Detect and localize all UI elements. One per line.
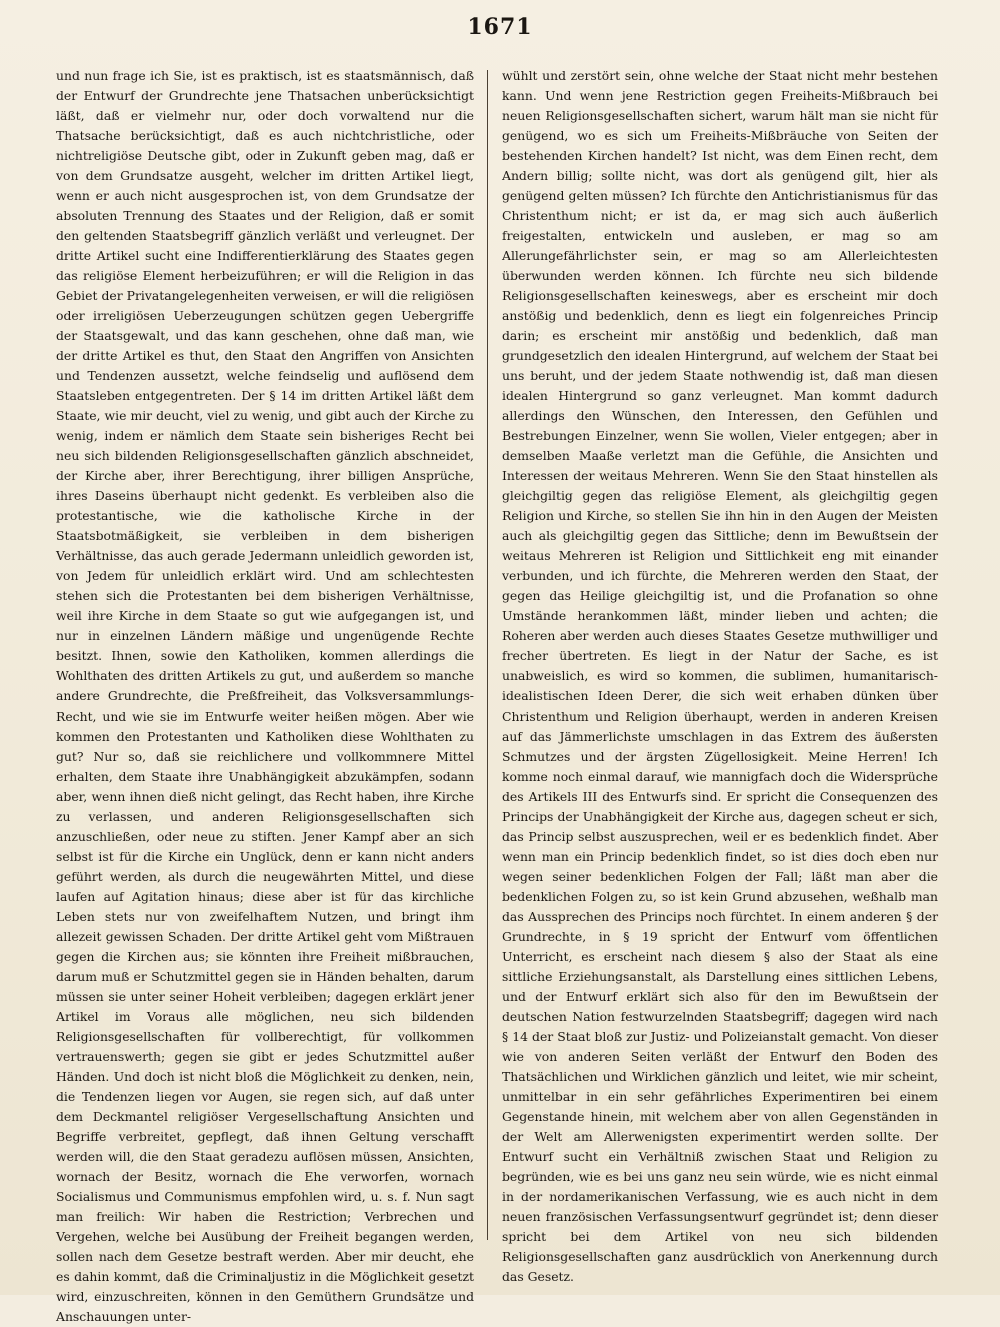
- text-column-right: [502, 66, 938, 1284]
- text-column-left: [56, 66, 474, 1324]
- page-number: 1671: [467, 14, 533, 40]
- column-left-text: und nun frage ich Sie, ist es praktisch, ist es staatsmännisch, daß der Entwurf der Grundrechte jene Thatsachen unberücksichtigt läßt, daß er vielmehr nur, oder doch vorwaltend nur die Thatsache berücksichtigt, daß es auch nichtchristliche, oder nichtreligiöse Deutsche gibt, oder in Zukunft geben mag, daß er von dem Grundsatze ausgeht, welcher im dritten Artikel liegt, wenn er auch nicht ausgesprochen ist, von dem Grundsatze der absoluten Trennung des Staates und der Religion, daß er somit den geltenden Staatsbegriff gänzlich verläßt und verleugnet. Der dritte Artikel sucht eine Indifferentierklärung des Staates gegen das religiöse Element herbeizuführen; er will die Religion in das Gebiet der Privatangelegenheiten verweisen, er will die religiösen oder irreligiösen Ueberzeugungen schützen gegen Uebergriffe der Staatsgewalt, und das kann geschehen, ohne daß man, wie der dritte Artikel es thut, den Staat den Angriffen von Ansichten und Tendenzen aussetzt, welche feindselig und auflösend dem Staatsleben entgegentreten. Der § 14 im dritten Artikel läßt dem Staate, wie mir deucht, viel zu wenig, und gibt auch der Kirche zu wenig, indem er nämlich dem Staate sein bisheriges Recht bei neu sich bildenden Religionsgesellschaften gänzlich abschneidet, der Kirche aber, ihrer Berechtigung, ihrer billigen Ansprüche, ihres Daseins überhaupt nicht gedenkt. Es verbleiben also die protestantische, wie die katholische Kirche in der Staatsbotmäßigkeit, sie verbleiben in dem bisherigen Verhältnisse, das auch gerade Jedermann unleidlich geworden ist, von Jedem für unleidlich erklärt wird. Und am schlechtesten stehen sich die Protestanten bei dem bisherigen Verhältnisse, weil ihre Kirche in dem Staate so gut wie aufgegangen ist, und nur in einzelnen Ländern mäßige und ungenügende Rechte besitzt. Ihnen, sowie den Katholiken, kommen allerdings die Wohlthaten des dritten Artikels zu gut, und außerdem so manche andere Grundrechte, die Preßfreiheit, das Volksversammlungs-Recht, und wie sie im Entwurfe weiter heißen mögen. Aber wie kommen den Protestanten und Katholiken diese Wohlthaten zu gut? Nur so, daß sie reichlichere und vollkommnere Mittel erhalten, dem Staate ihre Unabhängigkeit abzukämpfen, sodann aber, wenn ihnen dieß nicht gelingt, das Recht haben, ihre Kirche zu verlassen, und anderen Religionsgesellschaften sich anzuschließen, oder neue zu stiften. Jener Kampf aber an sich selbst ist für die Kirche ein Unglück, denn er kann nicht anders geführt werden, als durch die neugewährten Mittel, und diese laufen auf Agitation hinaus; diese aber ist für das kirchliche Leben stets nur von zweifelhaftem Nutzen, und bringt ihm allezeit gewissen Schaden. Der dritte Artikel geht vom Mißtrauen gegen die Kirchen aus; sie könnten ihre Freiheit mißbrauchen, darum muß er Schutzmittel gegen sie in Händen behalten, darum müssen sie unter seiner Hoheit verbleiben; dagegen erklärt jener Artikel im Voraus alle möglichen, neu sich bildenden Religionsgesellschaften für vollberechtigt, für vollkommen vertrauenswerth; gegen sie gibt er jedes Schutzmittel außer Händen. Und doch ist nicht bloß die Möglichkeit zu denken, nein, die Tendenzen liegen vor Augen, sie regen sich, auf daß unter dem Deckmantel religiöser Vergesellschaftung Ansichten und Begriffe verbreitet, gepflegt, daß ihnen Geltung verschafft werden will, die den Staat geradezu auflösen müssen, Ansichten, wornach der Besitz, wornach die Ehe verworfen, wornach Socialismus und Communismus empfohlen wird, u. s. f. Nun sagt man freilich: Wir haben die Restriction; Verbrechen und Vergehen, welche bei Ausübung der Freiheit begangen werden, sollen nach dem Gesetze bestraft werden. Aber mir deucht, ehe es dahin kommt, daß die Criminaljustiz in die Möglichkeit gesetzt wird, einzuschreiten, können in den Gemüthern Grundsätze und Anschauungen unter-: [56, 68, 474, 1324]
- column-right-text: wühlt und zerstört sein, ohne welche der Staat nicht mehr bestehen kann. Und wenn jene Restriction gegen Freiheits-Mißbrauch bei neuen Religionsgesellschaften sichert, warum hält man sie nicht für genügend, wo es sich um Freiheits-Mißbräuche von Seiten der bestehenden Kirchen handelt? Ist nicht, was dem Einen recht, dem Andern billig; sollte nicht, was dort als genügend gilt, hier als genügend gelten müssen? Ich fürchte den Antichristianismus für das Christenthum nicht; er ist da, er mag sich auch äußerlich freigestalten, entwickeln und ausleben, er mag so am Allerungefährlichster sein, er mag so am Allerleichtesten überwunden werden können. Ich fürchte neu sich bildende Religionsgesellschaften keineswegs, aber es erscheint mir doch anstößig und bedenklich, denn es liegt ein folgenreiches Princip darin; es erscheint mir anstößig und bedenklich, daß man grundgesetzlich den idealen Hintergrund, auf welchem der Staat bei uns beruht, und der jedem Staate nothwendig ist, daß man diesen idealen Hintergrund so ganz verleugnet. Man kommt dadurch allerdings den Wünschen, den Interessen, den Gefühlen und Bestrebungen Einzelner, wenn Sie wollen, Vieler entgegen; aber in demselben Maaße verletzt man die Gefühle, die Ansichten und Interessen der weitaus Mehreren. Wenn Sie den Staat hinstellen als gleichgiltig gegen das religiöse Element, als gleichgiltig gegen Religion und Kirche, so stellen Sie ihn hin in den Augen der Meisten auch als gleichgiltig gegen das Sittliche; denn im Bewußtsein der weitaus Mehreren ist Religion und Sittlichkeit eng mit einander verbunden, und ich fürchte, die Mehreren werden den Staat, der gegen das Heilige gleichgiltig ist, und die Profanation so ohne Umstände herankommen läßt, minder lieben und achten; die Roheren aber werden auch dieses Staates Gesetze muthwilliger und frecher übertreten. Es liegt in der Natur der Sache, es ist unabweislich, es wird so kommen, die sublimen, humanitarisch-idealistischen Ideen Derer, die sich weit erhaben dünken über Christenthum und Religion überhaupt, werden in anderen Kreisen auf das Jämmerlichste umschlagen in das Extrem des äußersten Schmutzes und der ärgsten Zügellosigkeit. Meine Herren! Ich komme noch einmal darauf, wie mannigfach doch die Widersprüche des Artikels III des Entwurfs sind. Er spricht die Consequenzen des Princips der Unabhängigkeit der Kirche aus, dagegen scheut er sich, das Princip selbst auszusprechen, weil er es bedenklich findet. Aber wenn man ein Princip bedenklich findet, so ist dies doch eben nur wegen seiner bedenklichen Folgen der Fall; läßt man aber die bedenklichen Folgen zu, so ist kein Grund abzusehen, weßhalb man das Aussprechen des Princips noch fürchtet. In einem anderen § der Grundrechte, in § 19 spricht der Entwurf vom öffentlichen Unterricht, es erscheint nach diesem § also der Staat als eine sittliche Erziehungsanstalt, als Darstellung eines sittlichen Lebens, und der Entwurf erklärt sich also für den im Bewußtsein der deutschen Nation festwurzelnden Staatsbegriff; dagegen wird nach § 14 der Staat bloß zur Justiz- und Polizeianstalt gemacht. Von dieser wie von anderen Seiten verläßt der Entwurf den Boden des Thatsächlichen und Wirklichen gänzlich und leitet, wie mir scheint, unmittelbar in ein sehr gefährliches Experimentiren bei einem Gegenstande hinein, mit welchem aber von allen Gegenständen in der Welt am Allerwenigsten experimentirt werden sollte. Der Entwurf sucht ein Verhältniß zwischen Staat und Religion zu begründen, wie es bei uns ganz neu sein würde, wie es nicht einmal in der nordamerikanischen Verfassung, wie es auch nicht in dem neuen französischen Verfassungsentwurf gegründet ist; denn dieser spricht bei dem Artikel von neu sich bildenden Religionsgesellschaften ganz ausdrücklich von Anerkennung durch das Gesetz.: [502, 68, 938, 1284]
- column-divider: [487, 70, 488, 1240]
